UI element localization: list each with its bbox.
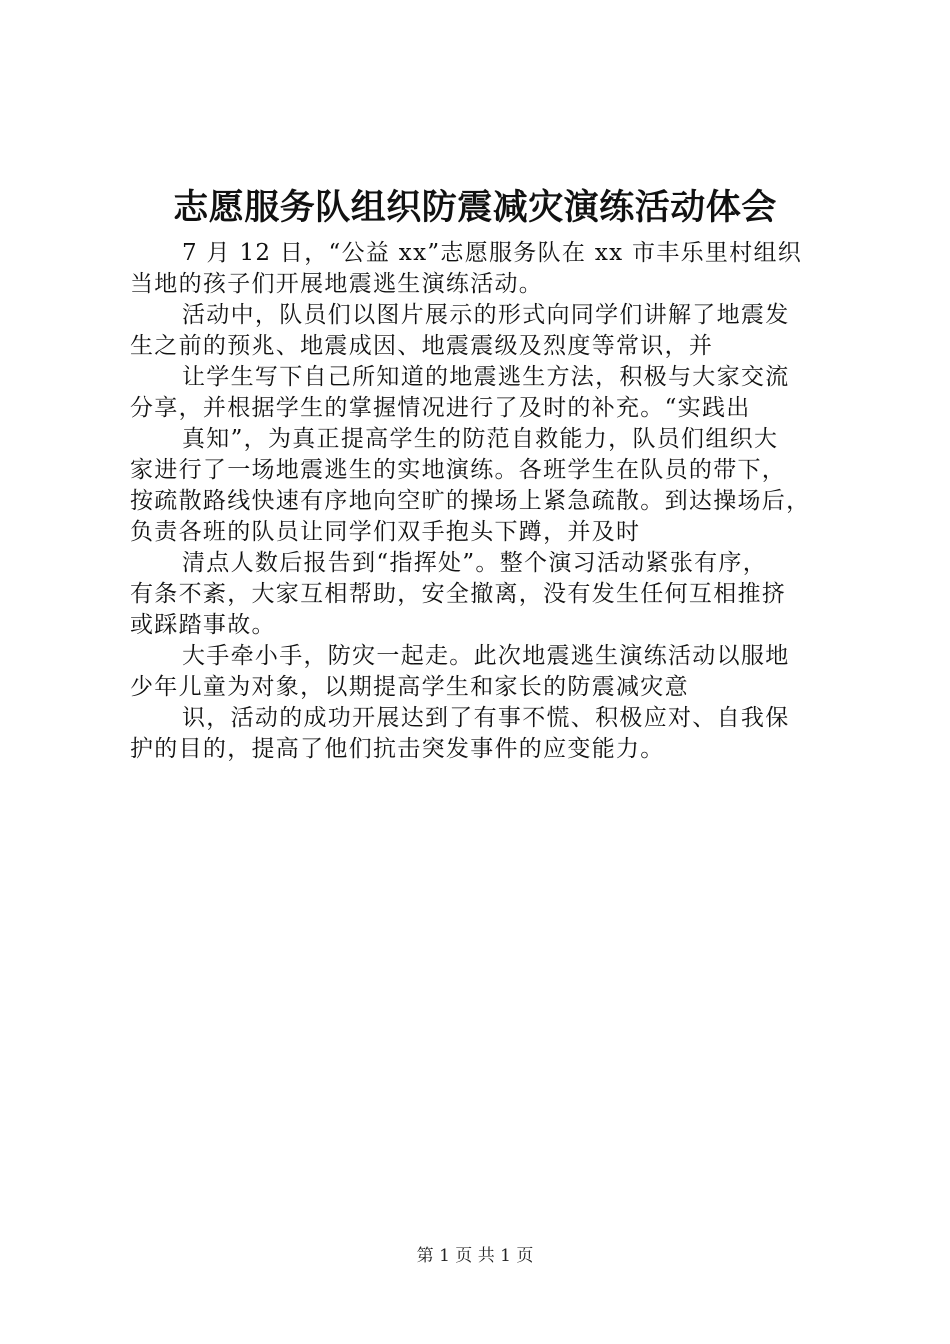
document-title: 志愿服务队组织防震减灾演练活动体会 bbox=[173, 188, 777, 228]
text-line: 家进行了一场地震逃生的实地演练。各班学生在队员的带下， bbox=[130, 457, 787, 483]
text-line: 大手牵小手，防灾一起走。此次地震逃生演练活动以服地 bbox=[182, 643, 790, 669]
text-line: 活动中，队员们以图片展示的形式向同学们讲解了地震发 bbox=[182, 302, 790, 328]
page-number-footer: 第 1 页 共 1 页 bbox=[416, 1246, 534, 1266]
text-line: 让学生写下自己所知道的地震逃生方法，积极与大家交流 bbox=[182, 364, 790, 390]
text-line: 当地的孩子们开展地震逃生演练活动。 bbox=[130, 271, 544, 297]
text-line: 真知”，为真正提高学生的防范自救能力，队员们组织大 bbox=[182, 426, 779, 452]
text-line: 识，活动的成功开展达到了有事不慌、积极应对、自我保 bbox=[182, 705, 790, 731]
text-line: 有条不紊，大家互相帮助，安全撤离，没有发生任何互相推挤 bbox=[130, 581, 787, 607]
text-line: 或踩踏事故。 bbox=[130, 612, 276, 638]
text-line: 7 月 12 日，“公益 xx”志愿服务队在 xx 市丰乐里村组织 bbox=[182, 240, 803, 266]
text-line: 清点人数后报告到“指挥处”。整个演习活动紧张有序， bbox=[182, 550, 768, 576]
text-line: 护的目的，提高了他们抗击突发事件的应变能力。 bbox=[130, 736, 665, 762]
text-line: 生之前的预兆、地震成因、地震震级及烈度等常识，并 bbox=[130, 333, 714, 359]
text-line: 按疏散路线快速有序地向空旷的操场上紧急疏散。到达操场后， bbox=[130, 488, 811, 514]
document-body bbox=[130, 238, 842, 765]
text-line: 分享，并根据学生的掌握情况进行了及时的补充。“实践出 bbox=[130, 395, 751, 421]
text-line: 负责各班的队员让同学们双手抱头下蹲，并及时 bbox=[130, 519, 641, 545]
text-line: 少年儿童为对象，以期提高学生和家长的防震减灾意 bbox=[130, 674, 689, 700]
